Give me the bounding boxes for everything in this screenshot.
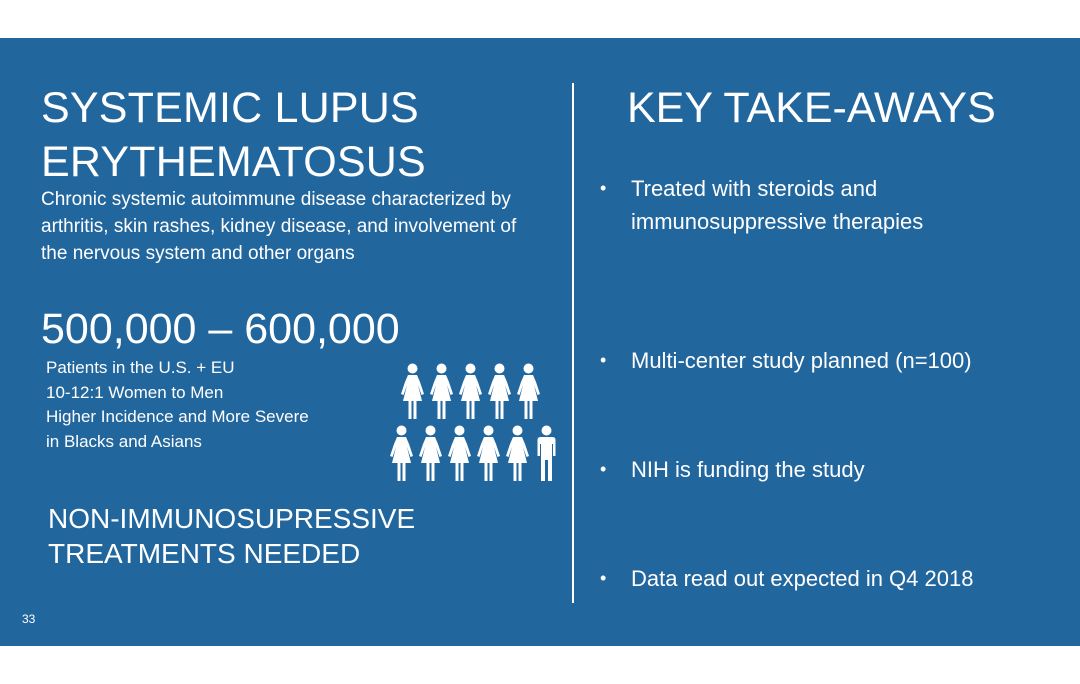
man-icon — [532, 425, 561, 483]
title-line-1: SYSTEMIC LUPUS — [41, 84, 419, 132]
woman-icon — [387, 425, 416, 483]
takeaway-item — [600, 562, 1050, 595]
bullet-icon: • — [600, 350, 607, 370]
slide-title-left — [41, 81, 426, 189]
takeaway-item — [600, 344, 1050, 377]
woman-icon — [474, 425, 503, 483]
column-divider — [572, 83, 574, 603]
bullet-icon: • — [600, 568, 607, 588]
takeaways-list — [600, 172, 1050, 591]
takeaway-text: NIH is funding the study — [631, 457, 865, 482]
cta-line-2: TREATMENTS NEEDED — [48, 538, 361, 569]
call-to-action — [48, 501, 415, 571]
title-line-2: ERYTHEMATOSUS — [41, 138, 426, 186]
stat-item: Higher Incidence and More Severe — [46, 407, 309, 426]
bullet-icon: • — [600, 178, 607, 198]
woman-icon — [427, 363, 456, 421]
stats-list — [46, 356, 309, 454]
patient-count: 500,000 – 600,000 — [41, 305, 400, 353]
people-icons-row-2 — [387, 425, 561, 483]
key-takeaways-title: KEY TAKE-AWAYS — [627, 84, 996, 132]
takeaway-item — [600, 453, 1050, 486]
bullet-icon: • — [600, 459, 607, 479]
woman-icon — [485, 363, 514, 421]
takeaway-text: Data read out expected in Q4 2018 — [631, 566, 974, 591]
woman-icon — [514, 363, 543, 421]
stat-item: 10-12:1 Women to Men — [46, 382, 224, 402]
takeaway-item — [600, 172, 1050, 238]
slide — [0, 38, 1080, 646]
woman-icon — [416, 425, 445, 483]
woman-icon — [456, 363, 485, 421]
page-number: 33 — [22, 612, 36, 626]
takeaway-text: Multi-center study planned (n=100) — [631, 348, 972, 373]
woman-icon — [398, 363, 427, 421]
woman-icon — [445, 425, 474, 483]
stat-item: in Blacks and Asians — [46, 431, 202, 451]
cta-line-1: NON-IMMUNOSUPRESSIVE — [48, 503, 416, 534]
people-icons-row-1 — [398, 363, 543, 421]
takeaway-text: Treated with steroids and immunosuppressive therapies — [631, 176, 924, 234]
woman-icon — [503, 425, 532, 483]
stat-item: Patients in the U.S. + EU — [46, 358, 235, 377]
disease-description: Chronic systemic autoimmune disease characterized by arthritis, skin rashes, kidney disease, and involvement of the nervous system and other organs — [41, 189, 517, 264]
